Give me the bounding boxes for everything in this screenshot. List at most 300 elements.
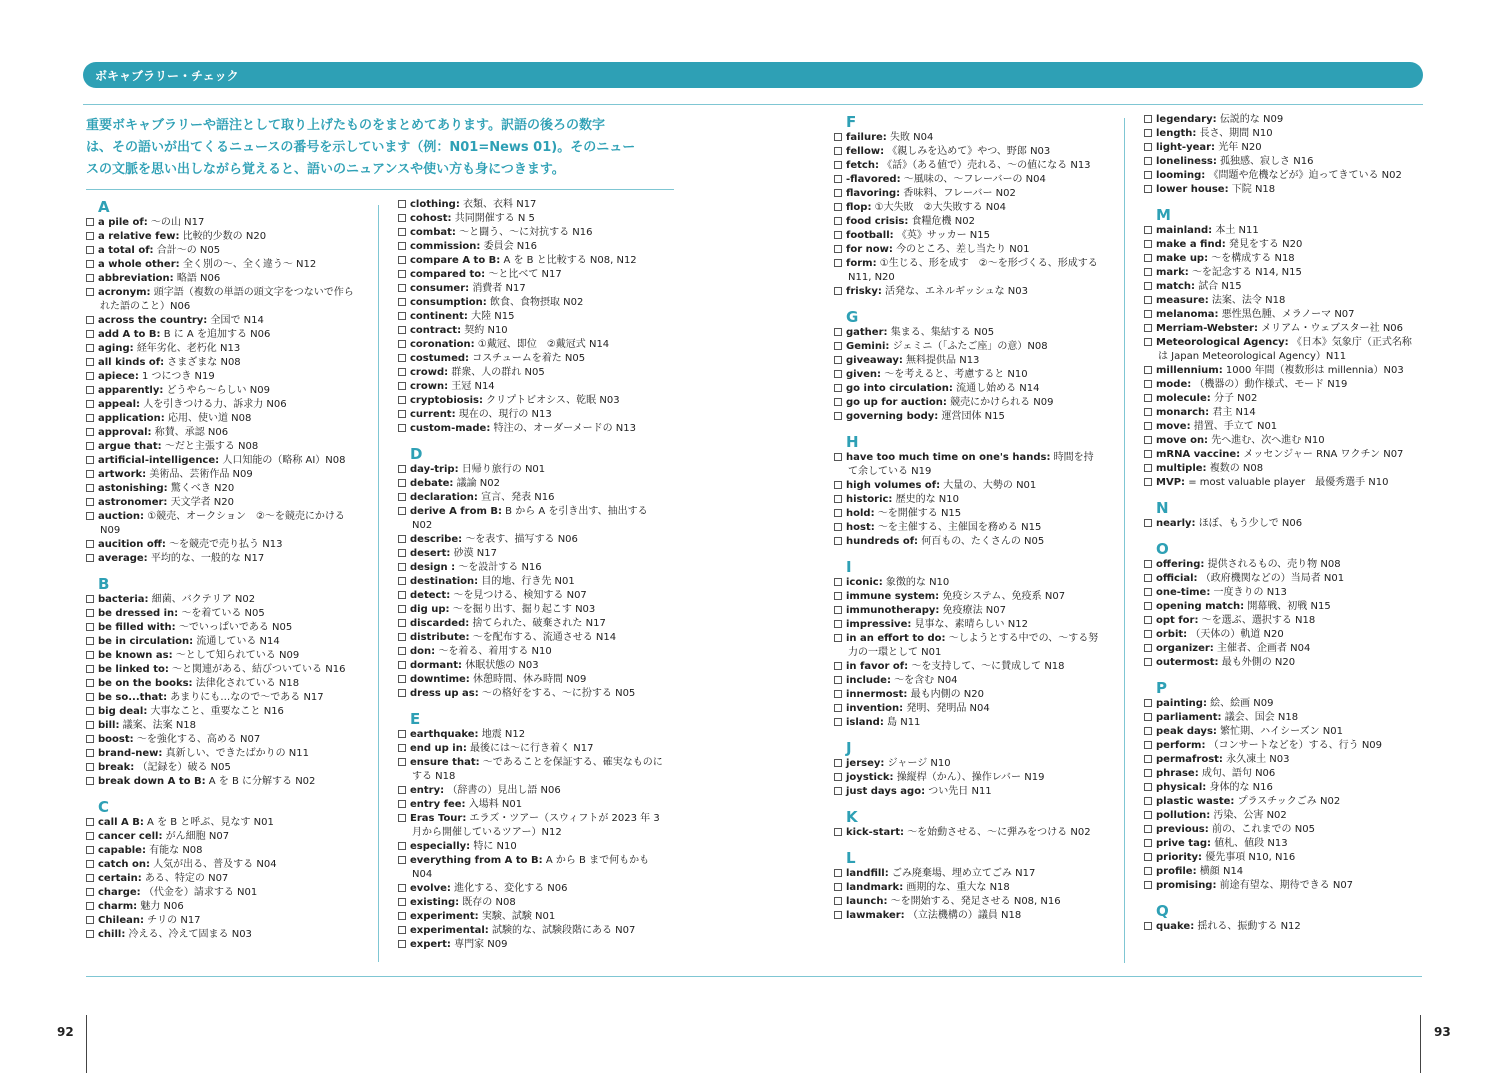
vocab-definition: 免疫療法 N07 xyxy=(942,605,1006,616)
vocab-definition: 下院 N18 xyxy=(1231,184,1276,195)
checkbox-icon[interactable] xyxy=(1144,366,1152,374)
section-letter: C xyxy=(98,798,110,816)
vocab-term: melanoma: xyxy=(1156,309,1219,320)
vocab-definition: ～を構成する N18 xyxy=(1211,253,1295,264)
vocab-entry xyxy=(86,830,356,844)
vocab-entry xyxy=(834,716,1102,730)
vocab-definition: 全国で N14 xyxy=(210,315,264,326)
checkbox-icon[interactable] xyxy=(86,916,94,924)
checkbox-icon[interactable] xyxy=(398,340,406,348)
checkbox-icon[interactable] xyxy=(834,356,842,364)
checkbox-icon[interactable] xyxy=(398,926,406,934)
checkbox-icon[interactable] xyxy=(86,358,94,366)
checkbox-icon[interactable] xyxy=(1144,157,1152,165)
vocab-entry xyxy=(398,575,666,589)
checkbox-icon[interactable] xyxy=(1144,881,1152,889)
checkbox-icon[interactable] xyxy=(1144,574,1152,582)
vocab-term: light-year: xyxy=(1156,142,1216,153)
vocab-entry xyxy=(834,535,1102,549)
vocab-entry xyxy=(834,826,1102,840)
vocab-definition: 流通している N14 xyxy=(196,636,280,647)
vocab-term: physical: xyxy=(1156,782,1207,793)
checkbox-icon[interactable] xyxy=(398,396,406,404)
vocab-term: experiment: xyxy=(410,911,479,922)
vocab-term: be dressed in: xyxy=(98,608,179,619)
checkbox-icon[interactable] xyxy=(86,930,94,938)
checkbox-icon[interactable] xyxy=(1144,380,1152,388)
checkbox-icon[interactable] xyxy=(398,549,406,557)
checkbox-icon[interactable] xyxy=(398,368,406,376)
checkbox-icon[interactable] xyxy=(86,484,94,492)
checkbox-icon[interactable] xyxy=(86,386,94,394)
vocab-definition: 発明、発明品 N04 xyxy=(906,703,990,714)
checkbox-icon[interactable] xyxy=(834,897,842,905)
vocab-entry xyxy=(398,756,666,784)
vocab-term: costumed: xyxy=(410,353,470,364)
checkbox-icon[interactable] xyxy=(398,563,406,571)
vocab-entry xyxy=(86,914,356,928)
vocab-term: charge: xyxy=(98,887,141,898)
checkbox-icon[interactable] xyxy=(398,228,406,236)
checkbox-icon[interactable] xyxy=(398,605,406,613)
checkbox-icon[interactable] xyxy=(398,242,406,250)
vocab-entry xyxy=(86,244,356,258)
checkbox-icon[interactable] xyxy=(834,161,842,169)
vocab-term: landmark: xyxy=(846,882,904,893)
vocab-definition: 実験、試験 N01 xyxy=(481,911,556,922)
checkbox-icon[interactable] xyxy=(1144,630,1152,638)
checkbox-icon[interactable] xyxy=(834,189,842,197)
vocab-entry xyxy=(398,645,666,659)
checkbox-icon[interactable] xyxy=(834,606,842,614)
vocab-entry xyxy=(398,212,666,226)
checkbox-icon[interactable] xyxy=(1144,560,1152,568)
vocab-entry xyxy=(834,493,1102,507)
checkbox-icon[interactable] xyxy=(86,860,94,868)
vocab-term: parliament: xyxy=(1156,712,1222,723)
checkbox-icon[interactable] xyxy=(86,846,94,854)
vocab-entry xyxy=(398,812,666,840)
checkbox-icon[interactable] xyxy=(398,535,406,543)
vocab-term: aucition off: xyxy=(98,539,166,550)
vocab-section xyxy=(1144,540,1414,670)
checkbox-icon[interactable] xyxy=(834,328,842,336)
vocab-entry xyxy=(1144,628,1414,642)
checkbox-icon[interactable] xyxy=(86,637,94,645)
checkbox-icon[interactable] xyxy=(1144,727,1152,735)
checkbox-icon[interactable] xyxy=(834,175,842,183)
vocab-term: mainland: xyxy=(1156,225,1213,236)
checkbox-icon[interactable] xyxy=(834,704,842,712)
vocab-term: promising: xyxy=(1156,880,1217,891)
checkbox-icon[interactable] xyxy=(398,661,406,669)
checkbox-icon[interactable] xyxy=(1144,282,1152,290)
vocab-entry xyxy=(1144,322,1414,336)
checkbox-icon[interactable] xyxy=(86,260,94,268)
checkbox-icon[interactable] xyxy=(86,818,94,826)
checkbox-icon[interactable] xyxy=(398,689,406,697)
checkbox-icon[interactable] xyxy=(1144,268,1152,276)
vocab-definition: 試験的な、試験段階にある N07 xyxy=(492,925,636,936)
checkbox-icon[interactable] xyxy=(86,777,94,785)
vocab-definition: 主催者、企画者 N04 xyxy=(1216,643,1311,654)
checkbox-icon[interactable] xyxy=(86,218,94,226)
checkbox-icon[interactable] xyxy=(1144,839,1152,847)
checkbox-icon[interactable] xyxy=(834,245,842,253)
vocab-entry xyxy=(834,410,1102,424)
checkbox-icon[interactable] xyxy=(398,898,406,906)
vocab-term: jersey: xyxy=(846,758,885,769)
checkbox-icon[interactable] xyxy=(86,540,94,548)
vocab-definition: 群衆、人の群れ N05 xyxy=(451,367,545,378)
checkbox-icon[interactable] xyxy=(86,428,94,436)
checkbox-icon[interactable] xyxy=(86,470,94,478)
checkbox-icon[interactable] xyxy=(834,217,842,225)
checkbox-icon[interactable] xyxy=(398,814,406,822)
checkbox-icon[interactable] xyxy=(1144,478,1152,486)
checkbox-icon[interactable] xyxy=(1144,226,1152,234)
checkbox-icon[interactable] xyxy=(834,869,842,877)
checkbox-icon[interactable] xyxy=(1144,602,1152,610)
checkbox-icon[interactable] xyxy=(834,718,842,726)
vocab-definition: ～を主催する、主催国を務める N15 xyxy=(877,522,1042,533)
vocab-term: downtime: xyxy=(410,674,470,685)
checkbox-icon[interactable] xyxy=(86,651,94,659)
checkbox-icon[interactable] xyxy=(86,232,94,240)
vocab-definition: 委員会 N16 xyxy=(483,241,537,252)
vocab-definition: 《日本》気象庁（正式名称は Japan Meteorological Agency）N11 xyxy=(1158,337,1412,362)
vocab-term: appeal: xyxy=(98,399,141,410)
vocab-term: a pile of: xyxy=(98,217,148,228)
checkbox-icon[interactable] xyxy=(398,940,406,948)
checkbox-icon[interactable] xyxy=(1144,464,1152,472)
checkbox-icon[interactable] xyxy=(834,634,842,642)
checkbox-icon[interactable] xyxy=(86,888,94,896)
vocab-term: compare A to B: xyxy=(410,255,501,266)
checkbox-icon[interactable] xyxy=(834,828,842,836)
checkbox-icon[interactable] xyxy=(1144,658,1152,666)
section-letter: P xyxy=(1156,679,1167,697)
checkbox-icon[interactable] xyxy=(1144,240,1152,248)
checkbox-icon[interactable] xyxy=(398,410,406,418)
vocab-entry xyxy=(86,496,356,510)
vocab-definition: ～を開催する N15 xyxy=(877,508,962,519)
vocab-definition: A から B まで何もかも N04 xyxy=(412,855,650,880)
checkbox-icon[interactable] xyxy=(834,259,842,267)
vocab-definition: チリの N17 xyxy=(147,915,201,926)
checkbox-icon[interactable] xyxy=(86,749,94,757)
checkbox-icon[interactable] xyxy=(834,133,842,141)
checkbox-icon[interactable] xyxy=(834,759,842,767)
vocab-definition: 応用、使い道 N08 xyxy=(167,413,252,424)
vocab-definition: ～でいっぱいである N05 xyxy=(178,622,293,633)
checkbox-icon[interactable] xyxy=(834,481,842,489)
vocab-definition: 試合 N15 xyxy=(1198,281,1242,292)
checkbox-icon[interactable] xyxy=(1144,867,1152,875)
checkbox-icon[interactable] xyxy=(398,200,406,208)
vocab-term: flavoring: xyxy=(846,188,901,199)
vocab-entry xyxy=(398,477,666,491)
checkbox-icon[interactable] xyxy=(834,883,842,891)
checkbox-icon[interactable] xyxy=(86,330,94,338)
checkbox-icon[interactable] xyxy=(86,679,94,687)
checkbox-icon[interactable] xyxy=(834,384,842,392)
vocab-entry xyxy=(1144,767,1414,781)
checkbox-icon[interactable] xyxy=(86,498,94,506)
vocab-definition: ～を競売で売り払う N13 xyxy=(169,539,283,550)
checkbox-icon[interactable] xyxy=(398,619,406,627)
checkbox-icon[interactable] xyxy=(1144,408,1152,416)
vocab-definition: 汚染、公害 N02 xyxy=(1213,810,1287,821)
vocab-entry xyxy=(398,491,666,505)
vocab-definition: 前の、これまでの N05 xyxy=(1211,824,1315,835)
checkbox-icon[interactable] xyxy=(398,214,406,222)
checkbox-icon[interactable] xyxy=(86,512,94,520)
vocab-term: crowd: xyxy=(410,367,449,378)
checkbox-icon[interactable] xyxy=(86,707,94,715)
checkbox-icon[interactable] xyxy=(398,675,406,683)
vocab-term: historic: xyxy=(846,494,893,505)
checkbox-icon[interactable] xyxy=(834,592,842,600)
vocab-definition: 競売にかけられる N09 xyxy=(950,397,1054,408)
vocab-term: failure: xyxy=(846,132,887,143)
vocab-definition: ～の山 N17 xyxy=(150,217,205,228)
vocab-definition: 特注の、オーダーメードの N13 xyxy=(493,423,636,434)
checkbox-icon[interactable] xyxy=(1144,922,1152,930)
checkbox-icon[interactable] xyxy=(834,203,842,211)
vocab-entry xyxy=(1144,266,1414,280)
vocab-definition: 人気が出る、普及する N04 xyxy=(153,859,277,870)
checkbox-icon[interactable] xyxy=(398,354,406,362)
checkbox-icon[interactable] xyxy=(398,884,406,892)
checkbox-icon[interactable] xyxy=(398,465,406,473)
vocab-entry xyxy=(398,589,666,603)
checkbox-icon[interactable] xyxy=(86,735,94,743)
vocab-definition: 伝説的な N09 xyxy=(1219,114,1284,125)
vocab-definition: 分子 N02 xyxy=(1213,393,1258,404)
checkbox-icon[interactable] xyxy=(1144,699,1152,707)
checkbox-icon[interactable] xyxy=(86,609,94,617)
checkbox-icon[interactable] xyxy=(1144,616,1152,624)
checkbox-icon[interactable] xyxy=(834,231,842,239)
checkbox-icon[interactable] xyxy=(834,620,842,628)
vocab-definition: 措置、手立て N01 xyxy=(1193,421,1278,432)
checkbox-icon[interactable] xyxy=(1144,713,1152,721)
checkbox-icon[interactable] xyxy=(834,537,842,545)
vocab-definition: ～を含む N04 xyxy=(894,675,958,686)
vocab-definition: 絵、絵画 N09 xyxy=(1210,698,1274,709)
checkbox-icon[interactable] xyxy=(86,665,94,673)
checkbox-icon[interactable] xyxy=(834,342,842,350)
vocab-term: be known as: xyxy=(98,650,173,661)
checkbox-icon[interactable] xyxy=(86,442,94,450)
checkbox-icon[interactable] xyxy=(1144,811,1152,819)
checkbox-icon[interactable] xyxy=(398,424,406,432)
vocab-definition: ほぼ、もう少しで N06 xyxy=(1198,518,1303,529)
checkbox-icon[interactable] xyxy=(1144,755,1152,763)
checkbox-icon[interactable] xyxy=(398,647,406,655)
checkbox-icon[interactable] xyxy=(398,591,406,599)
checkbox-icon[interactable] xyxy=(1144,825,1152,833)
vocab-definition: ～と闘う、～に対抗する N16 xyxy=(459,227,593,238)
checkbox-icon[interactable] xyxy=(1144,310,1152,318)
vocab-definition: 宣言、発表 N16 xyxy=(481,492,555,503)
section-title: ボキャブラリー・チェック xyxy=(95,69,239,83)
vocab-term: cohost: xyxy=(410,213,452,224)
section-letter: Q xyxy=(1156,902,1169,920)
checkbox-icon[interactable] xyxy=(834,523,842,531)
checkbox-icon[interactable] xyxy=(86,456,94,464)
checkbox-icon[interactable] xyxy=(1144,519,1152,527)
page-number-left: 92 xyxy=(57,1025,74,1039)
checkbox-icon[interactable] xyxy=(86,595,94,603)
checkbox-icon[interactable] xyxy=(1144,769,1152,777)
checkbox-icon[interactable] xyxy=(1144,115,1152,123)
checkbox-icon[interactable] xyxy=(834,147,842,155)
checkbox-icon[interactable] xyxy=(398,633,406,641)
checkbox-icon[interactable] xyxy=(1144,797,1152,805)
checkbox-icon[interactable] xyxy=(1144,588,1152,596)
page-number-divider xyxy=(86,1015,87,1073)
checkbox-icon[interactable] xyxy=(398,856,406,864)
vocab-definition: 美術品、芸術作品 N09 xyxy=(149,469,253,480)
checkbox-icon[interactable] xyxy=(398,256,406,264)
vocab-term: a whole other: xyxy=(98,259,180,270)
checkbox-icon[interactable] xyxy=(398,758,406,766)
checkbox-icon[interactable] xyxy=(398,479,406,487)
checkbox-icon[interactable] xyxy=(86,874,94,882)
checkbox-icon[interactable] xyxy=(86,763,94,771)
checkbox-icon[interactable] xyxy=(398,730,406,738)
checkbox-icon[interactable] xyxy=(398,842,406,850)
checkbox-icon[interactable] xyxy=(86,693,94,701)
vocab-definition: 一度きりの N13 xyxy=(1213,587,1287,598)
vocab-definition: 比較的少数の N20 xyxy=(182,231,267,242)
vocab-definition: メッセンジャー RNA ワクチン N07 xyxy=(1243,449,1404,460)
checkbox-icon[interactable] xyxy=(398,270,406,278)
checkbox-icon[interactable] xyxy=(834,787,842,795)
checkbox-icon[interactable] xyxy=(398,382,406,390)
checkbox-icon[interactable] xyxy=(86,372,94,380)
checkbox-icon[interactable] xyxy=(1144,296,1152,304)
checkbox-icon[interactable] xyxy=(86,400,94,408)
checkbox-icon[interactable] xyxy=(1144,338,1152,346)
checkbox-icon[interactable] xyxy=(1144,450,1152,458)
checkbox-icon[interactable] xyxy=(1144,422,1152,430)
checkbox-icon[interactable] xyxy=(1144,394,1152,402)
checkbox-icon[interactable] xyxy=(834,412,842,420)
checkbox-icon[interactable] xyxy=(1144,143,1152,151)
checkbox-icon[interactable] xyxy=(398,284,406,292)
vocab-entry xyxy=(1144,781,1414,795)
checkbox-icon[interactable] xyxy=(398,577,406,585)
checkbox-icon[interactable] xyxy=(398,312,406,320)
checkbox-icon[interactable] xyxy=(1144,644,1152,652)
checkbox-icon[interactable] xyxy=(86,414,94,422)
checkbox-icon[interactable] xyxy=(398,744,406,752)
checkbox-icon[interactable] xyxy=(1144,324,1152,332)
checkbox-icon[interactable] xyxy=(398,912,406,920)
vocab-definition: あまりにも…なので～である N17 xyxy=(170,692,324,703)
checkbox-icon[interactable] xyxy=(86,721,94,729)
checkbox-icon[interactable] xyxy=(1144,436,1152,444)
vocab-term: detect: xyxy=(410,590,451,601)
vocab-section xyxy=(834,433,1102,549)
vocab-section xyxy=(398,198,666,436)
vocab-term: kick-start: xyxy=(846,827,904,838)
vocab-term: joystick: xyxy=(846,772,894,783)
vocab-term: contract: xyxy=(410,325,462,336)
vocab-term: aging: xyxy=(98,343,134,354)
checkbox-icon[interactable] xyxy=(1144,185,1152,193)
vocab-term: invention: xyxy=(846,703,904,714)
checkbox-icon[interactable] xyxy=(834,398,842,406)
checkbox-icon[interactable] xyxy=(86,832,94,840)
checkbox-icon[interactable] xyxy=(86,246,94,254)
vocab-entry xyxy=(86,733,356,747)
checkbox-icon[interactable] xyxy=(398,507,406,515)
vocab-definition: つい先日 N11 xyxy=(928,786,992,797)
vocab-definition: 現在の、現行の N13 xyxy=(458,409,552,420)
checkbox-icon[interactable] xyxy=(834,662,842,670)
checkbox-icon[interactable] xyxy=(834,690,842,698)
checkbox-icon[interactable] xyxy=(86,902,94,910)
checkbox-icon[interactable] xyxy=(86,623,94,631)
checkbox-icon[interactable] xyxy=(834,495,842,503)
checkbox-icon[interactable] xyxy=(1144,783,1152,791)
checkbox-icon[interactable] xyxy=(834,370,842,378)
vocab-entry xyxy=(398,673,666,687)
vocab-term: debate: xyxy=(410,478,454,489)
checkbox-icon[interactable] xyxy=(834,287,842,295)
vocab-entry xyxy=(834,201,1102,215)
checkbox-icon[interactable] xyxy=(1144,254,1152,262)
checkbox-icon[interactable] xyxy=(1144,171,1152,179)
vocab-definition: 王冠 N14 xyxy=(451,381,495,392)
checkbox-icon[interactable] xyxy=(834,453,842,461)
checkbox-icon[interactable] xyxy=(834,773,842,781)
checkbox-icon[interactable] xyxy=(1144,129,1152,137)
checkbox-icon[interactable] xyxy=(86,344,94,352)
vocab-entry xyxy=(398,910,666,924)
checkbox-icon[interactable] xyxy=(398,800,406,808)
vocab-term: big deal: xyxy=(98,706,148,717)
checkbox-icon[interactable] xyxy=(398,493,406,501)
checkbox-icon[interactable] xyxy=(834,676,842,684)
checkbox-icon[interactable] xyxy=(1144,741,1152,749)
vocab-term: landfill: xyxy=(846,868,889,879)
checkbox-icon[interactable] xyxy=(86,554,94,562)
vocab-entry xyxy=(86,886,356,900)
vocab-section xyxy=(398,710,666,952)
vocab-term: lower house: xyxy=(1156,184,1229,195)
checkbox-icon[interactable] xyxy=(86,288,94,296)
checkbox-icon[interactable] xyxy=(86,316,94,324)
vocab-entry xyxy=(398,324,666,338)
vocab-term: pollution: xyxy=(1156,810,1211,821)
checkbox-icon[interactable] xyxy=(86,274,94,282)
checkbox-icon[interactable] xyxy=(834,509,842,517)
checkbox-icon[interactable] xyxy=(398,298,406,306)
checkbox-icon[interactable] xyxy=(834,911,842,919)
checkbox-icon[interactable] xyxy=(398,786,406,794)
checkbox-icon[interactable] xyxy=(1144,853,1152,861)
checkbox-icon[interactable] xyxy=(834,578,842,586)
vocab-definition: 提供されるもの、売り物 N08 xyxy=(1207,559,1341,570)
vocab-term: fellow: xyxy=(846,146,885,157)
vocab-entry xyxy=(834,688,1102,702)
checkbox-icon[interactable] xyxy=(398,326,406,334)
